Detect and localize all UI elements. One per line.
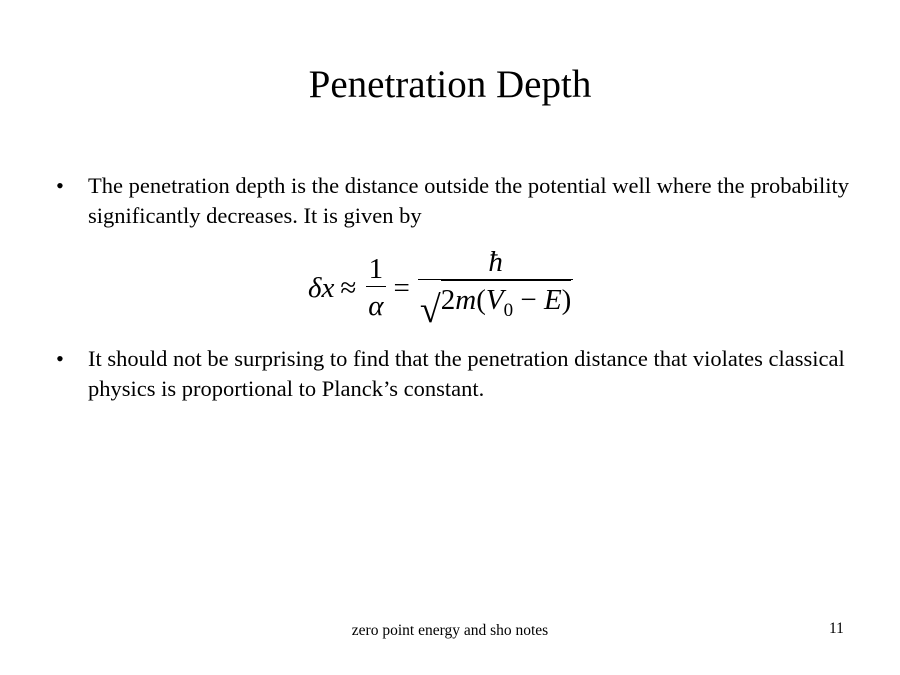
- eq-fraction-2: [418, 245, 573, 333]
- bullet-item: [56, 171, 856, 231]
- bullet-text: It should not be surprising to find that the penetration distance that violates classical physics is proportional to Planck’s constant.: [88, 346, 845, 401]
- eq-sqrt: [420, 280, 571, 330]
- eq-fraction-1: [366, 252, 385, 325]
- eq-frac2-num: ħ: [488, 245, 503, 278]
- eq-V: V: [485, 283, 504, 316]
- penetration-depth-equation: [308, 246, 577, 331]
- eq-radical: √: [419, 289, 441, 332]
- eq-paren: ): [561, 283, 572, 316]
- bullet-marker: •: [56, 173, 64, 198]
- eq-frac1-den: α: [366, 286, 385, 325]
- eq-frac2-den: [418, 279, 573, 333]
- eq-equals: =: [393, 272, 410, 304]
- eq-E: E: [543, 283, 562, 316]
- slide-footer: zero point energy and sho notes: [351, 622, 549, 639]
- page-number: 11: [829, 620, 844, 637]
- eq-sub: 0: [503, 299, 514, 321]
- eq-m: m: [455, 283, 477, 316]
- bullet-marker: •: [56, 346, 64, 371]
- eq-paren: (: [476, 283, 486, 316]
- eq-approx: ≈: [340, 272, 357, 304]
- eq-radicand: [441, 280, 572, 330]
- eq-frac1-num: 1: [368, 253, 384, 285]
- bullet-item: [56, 344, 856, 404]
- eq-minus: −: [513, 283, 544, 316]
- slide-title: Penetration Depth: [308, 63, 592, 106]
- bullet-text: The penetration depth is the distance outside the potential well where the probability significantly decreases. It is given by: [88, 173, 850, 228]
- eq-2: 2: [440, 283, 456, 316]
- eq-lhs: δx: [308, 272, 335, 304]
